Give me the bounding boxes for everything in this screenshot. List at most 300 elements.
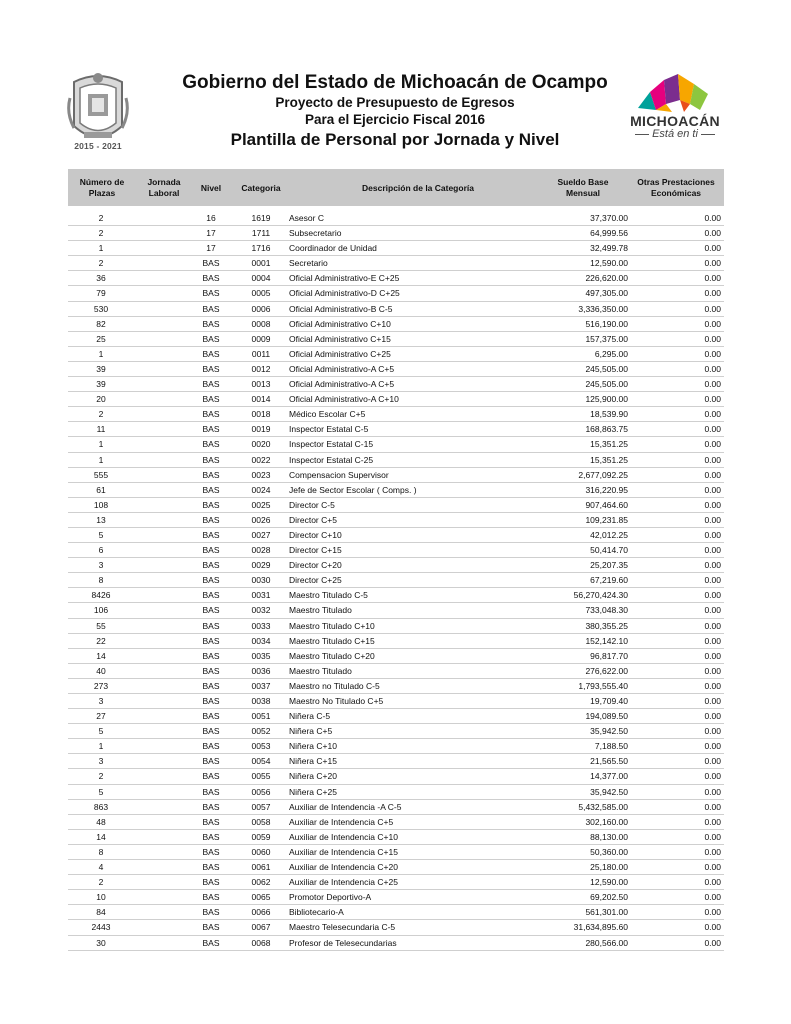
cell-categoria: 0033 — [251, 620, 271, 631]
cell-otras: 0.00 — [704, 711, 721, 722]
cell-sueldo: 194,089.50 — [585, 711, 628, 722]
cell-nivel: BAS — [202, 862, 220, 873]
cell-nivel: BAS — [202, 635, 220, 646]
cell-otras: 0.00 — [704, 877, 721, 888]
col-header-otras: Otras Prestaciones Económicas — [637, 177, 715, 198]
cell-nivel: BAS — [202, 620, 220, 631]
table-row — [68, 649, 724, 664]
cell-categoria: 0004 — [251, 273, 271, 284]
cell-categoria: 0027 — [251, 529, 271, 540]
cell-nivel: BAS — [202, 831, 220, 842]
cell-sueldo: 733,048.30 — [585, 605, 628, 616]
cell-otras: 0.00 — [704, 213, 721, 223]
cell-descripcion: Promotor Deportivo-A — [289, 892, 372, 903]
cell-nivel: BAS — [202, 258, 220, 269]
cell-otras: 0.00 — [704, 680, 721, 691]
cell-nivel: BAS — [202, 937, 220, 948]
cell-descripcion: Oficial Administrativo C+25 — [289, 348, 391, 359]
cell-nivel: BAS — [202, 711, 220, 722]
cell-otras: 0.00 — [704, 665, 721, 676]
cell-sueldo: 907,464.60 — [585, 499, 628, 510]
cell-otras: 0.00 — [704, 862, 721, 873]
cell-descripcion: Director C+5 — [289, 514, 337, 525]
cell-descripcion: Inspector Estatal C-15 — [289, 439, 374, 450]
cell-categoria: 0023 — [251, 469, 271, 480]
col-header-plazas: Número de Plazas — [79, 177, 125, 198]
cell-sueldo: 7,188.50 — [594, 741, 628, 752]
table-row — [68, 317, 724, 332]
cell-descripcion: Oficial Administrativo-A C+5 — [289, 379, 395, 390]
cell-otras: 0.00 — [704, 816, 721, 827]
table-row — [68, 603, 724, 618]
cell-categoria: 0058 — [251, 816, 271, 827]
cell-sueldo: 69,202.50 — [590, 892, 628, 903]
cell-sueldo: 25,180.00 — [590, 862, 628, 873]
table-row — [68, 634, 724, 649]
cell-nivel: BAS — [202, 288, 220, 299]
cell-sueldo: 96,817.70 — [590, 650, 628, 661]
table-row — [68, 256, 724, 271]
cell-nivel: BAS — [202, 907, 220, 918]
table-row — [68, 860, 724, 875]
cell-otras: 0.00 — [704, 484, 721, 495]
cell-nivel: BAS — [202, 273, 220, 284]
cell-descripcion: Maestro No Titulado C+5 — [289, 696, 384, 706]
cell-otras: 0.00 — [704, 318, 721, 329]
cell-nivel: BAS — [202, 303, 220, 314]
cell-descripcion: Oficial Administrativo-A C+5 — [289, 363, 395, 374]
cell-plazas: 6 — [98, 545, 104, 556]
table-row — [68, 347, 724, 362]
table-row — [68, 936, 724, 951]
cell-descripcion: Niñera C+25 — [289, 786, 337, 797]
cell-categoria: 0066 — [251, 907, 271, 918]
cell-descripcion: Oficial Administrativo-D C+25 — [289, 288, 400, 299]
cell-sueldo: 15,351.25 — [590, 454, 628, 465]
cell-plazas: 8426 — [91, 590, 111, 601]
table-row — [68, 920, 724, 935]
table-row — [68, 392, 724, 407]
cell-plazas: 4 — [98, 862, 104, 873]
cell-otras: 0.00 — [704, 545, 721, 556]
cell-otras: 0.00 — [704, 394, 721, 405]
cell-otras: 0.00 — [704, 771, 721, 782]
cell-plazas: 10 — [96, 892, 106, 903]
cell-nivel: BAS — [202, 484, 220, 495]
table-row — [68, 905, 724, 920]
cell-descripcion: Maestro Titulado — [289, 605, 352, 616]
table-header — [68, 169, 724, 206]
cell-otras: 0.00 — [704, 922, 721, 933]
table-row — [68, 890, 724, 905]
table-row — [68, 785, 724, 800]
table-row — [68, 362, 724, 377]
cell-otras: 0.00 — [704, 258, 721, 269]
table-row — [68, 558, 724, 573]
cell-categoria: 0055 — [251, 771, 271, 782]
cell-otras: 0.00 — [704, 303, 721, 314]
col-header-categoria: Categoria — [241, 183, 281, 193]
cell-descripcion: Oficial Administrativo C+15 — [289, 333, 391, 344]
cell-sueldo: 21,565.50 — [590, 756, 628, 767]
cell-categoria: 0056 — [251, 786, 271, 797]
table-body — [68, 211, 724, 951]
cell-nivel: BAS — [202, 892, 220, 903]
cell-descripcion: Niñera C-5 — [289, 711, 331, 722]
table-row — [68, 588, 724, 603]
cell-descripcion: Director C+10 — [289, 529, 342, 540]
cell-sueldo: 64,999.56 — [590, 228, 628, 239]
cell-otras: 0.00 — [704, 454, 721, 465]
cell-otras: 0.00 — [704, 635, 721, 646]
cell-plazas: 11 — [96, 424, 106, 435]
table-row — [68, 211, 724, 226]
cell-categoria: 0012 — [251, 363, 271, 374]
cell-plazas: 5 — [98, 726, 104, 737]
cell-plazas: 2 — [98, 409, 104, 420]
cell-categoria: 0024 — [251, 484, 271, 495]
cell-categoria: 0030 — [251, 575, 271, 586]
cell-otras: 0.00 — [704, 243, 721, 254]
cell-sueldo: 31,634,895.60 — [573, 922, 628, 933]
cell-nivel: BAS — [202, 665, 220, 676]
cell-sueldo: 316,220.95 — [585, 484, 628, 495]
cell-otras: 0.00 — [704, 756, 721, 767]
cell-nivel: BAS — [202, 454, 220, 465]
cell-otras: 0.00 — [704, 907, 721, 918]
cell-nivel: BAS — [202, 680, 220, 691]
cell-sueldo: 497,305.00 — [585, 288, 628, 299]
cell-categoria: 0022 — [251, 454, 271, 465]
cell-nivel: BAS — [202, 439, 220, 450]
cell-sueldo: 152,142.10 — [585, 635, 628, 646]
crest-years: 2015 - 2021 — [74, 141, 122, 151]
cell-categoria: 0053 — [251, 741, 271, 752]
cell-otras: 0.00 — [704, 529, 721, 540]
cell-plazas: 2 — [98, 258, 104, 269]
cell-otras: 0.00 — [704, 469, 721, 480]
document-header — [150, 72, 640, 150]
cell-nivel: BAS — [202, 590, 220, 601]
fiscal-year: Para el Ejercicio Fiscal 2016 — [304, 112, 486, 127]
cell-categoria: 0067 — [251, 922, 271, 933]
cell-otras: 0.00 — [704, 846, 721, 857]
table-row — [68, 483, 724, 498]
cell-nivel: BAS — [202, 605, 220, 616]
cell-plazas: 79 — [96, 288, 106, 299]
cell-descripcion: Niñera C+15 — [289, 756, 337, 767]
cell-nivel: BAS — [202, 348, 220, 359]
table-row — [68, 543, 724, 558]
cell-descripcion: Secretario — [289, 258, 328, 269]
cell-sueldo: 245,505.00 — [585, 379, 628, 390]
cell-nivel: BAS — [202, 786, 220, 797]
cell-nivel: BAS — [202, 514, 220, 525]
cell-descripcion: Maestro Titulado C+10 — [289, 620, 375, 631]
cell-descripcion: Maestro Titulado C+15 — [289, 635, 375, 646]
cell-categoria: 0031 — [251, 590, 271, 601]
cell-otras: 0.00 — [704, 696, 721, 706]
cell-plazas: 27 — [96, 711, 106, 722]
cell-categoria: 0008 — [251, 318, 271, 329]
cell-nivel: BAS — [202, 333, 220, 344]
cell-nivel: BAS — [202, 696, 220, 706]
table-row — [68, 241, 724, 256]
cell-nivel: BAS — [202, 529, 220, 540]
cell-descripcion: Oficial Administrativo-B C-5 — [289, 303, 393, 314]
cell-plazas: 1 — [98, 454, 104, 465]
cell-descripcion: Inspector Estatal C-5 — [289, 424, 369, 435]
cell-nivel: 17 — [206, 228, 216, 239]
cell-nivel: BAS — [202, 363, 220, 374]
logo-wordmark: MICHOACÁN — [630, 113, 720, 129]
cell-otras: 0.00 — [704, 590, 721, 601]
cell-categoria: 0020 — [251, 439, 271, 450]
cell-categoria: 1716 — [251, 243, 271, 254]
cell-nivel: BAS — [202, 771, 220, 782]
cell-sueldo: 50,360.00 — [590, 846, 628, 857]
cell-plazas: 55 — [96, 620, 106, 631]
cell-nivel: BAS — [202, 575, 220, 586]
cell-sueldo: 276,622.00 — [585, 665, 628, 676]
table-row — [68, 769, 724, 784]
cell-plazas: 61 — [96, 484, 106, 495]
cell-sueldo: 37,370.00 — [590, 213, 628, 223]
cell-descripcion: Coordinador de Unidad — [289, 243, 377, 254]
cell-categoria: 0029 — [251, 560, 271, 571]
cell-plazas: 530 — [93, 303, 109, 314]
cell-nivel: BAS — [202, 922, 220, 933]
cell-sueldo: 88,130.00 — [590, 831, 628, 842]
cell-plazas: 5 — [98, 786, 104, 797]
cell-plazas: 2 — [98, 877, 104, 888]
cell-plazas: 40 — [96, 665, 106, 676]
table-row — [68, 754, 724, 769]
cell-descripcion: Director C+20 — [289, 560, 342, 571]
cell-descripcion: Subsecretario — [289, 228, 342, 239]
cell-categoria: 1619 — [251, 213, 271, 223]
col-header-sueldo: Sueldo Base Mensual — [557, 177, 609, 198]
cell-descripcion: Compensacion Supervisor — [289, 469, 389, 480]
cell-plazas: 39 — [96, 363, 106, 374]
cell-categoria: 0068 — [251, 937, 271, 948]
cell-plazas: 13 — [96, 514, 106, 525]
cell-nivel: BAS — [202, 545, 220, 556]
table-row — [68, 422, 724, 437]
cell-otras: 0.00 — [704, 288, 721, 299]
cell-plazas: 5 — [98, 529, 104, 540]
cell-nivel: BAS — [202, 726, 220, 737]
cell-sueldo: 516,190.00 — [585, 318, 628, 329]
table-row — [68, 332, 724, 347]
cell-otras: 0.00 — [704, 273, 721, 284]
cell-categoria: 0035 — [251, 650, 271, 661]
cell-sueldo: 125,900.00 — [585, 394, 628, 405]
cell-descripcion: Director C-5 — [289, 499, 335, 510]
cell-plazas: 2 — [98, 213, 104, 223]
cell-otras: 0.00 — [704, 575, 721, 586]
table-row — [68, 573, 724, 588]
cell-categoria: 0025 — [251, 499, 271, 510]
cell-otras: 0.00 — [704, 937, 721, 948]
cell-otras: 0.00 — [704, 409, 721, 420]
cell-sueldo: 109,231.85 — [585, 514, 628, 525]
cell-plazas: 3 — [98, 756, 104, 767]
cell-plazas: 48 — [96, 816, 106, 827]
cell-sueldo: 32,499.78 — [590, 243, 628, 254]
cell-categoria: 0065 — [251, 892, 271, 903]
table-row — [68, 815, 724, 830]
cell-otras: 0.00 — [704, 499, 721, 510]
cell-plazas: 36 — [96, 273, 106, 284]
cell-sueldo: 3,336,350.00 — [578, 303, 628, 314]
cell-plazas: 3 — [98, 560, 104, 571]
table-row — [68, 739, 724, 754]
cell-categoria: 0005 — [251, 288, 271, 299]
cell-nivel: 17 — [206, 243, 216, 254]
table-row — [68, 619, 724, 634]
cell-descripcion: Maestro no Titulado C-5 — [289, 680, 380, 691]
cell-descripcion: Auxiliar de Intendencia C+25 — [289, 877, 398, 888]
table-row — [68, 830, 724, 845]
cell-sueldo: 380,355.25 — [585, 620, 628, 631]
cell-sueldo: 42,012.25 — [590, 529, 628, 540]
cell-plazas: 8 — [98, 846, 104, 857]
logo-tagline — [622, 128, 728, 140]
cell-sueldo: 2,677,092.25 — [578, 469, 628, 480]
cell-otras: 0.00 — [704, 741, 721, 752]
cell-plazas: 2443 — [91, 922, 111, 933]
cell-sueldo: 157,375.00 — [585, 333, 628, 344]
cell-nivel: BAS — [202, 469, 220, 480]
cell-otras: 0.00 — [704, 650, 721, 661]
cell-plazas: 14 — [96, 831, 106, 842]
cell-sueldo: 35,942.50 — [590, 786, 628, 797]
col-header-jornada: Jornada Laboral — [147, 177, 181, 198]
table-row — [68, 453, 724, 468]
cell-categoria: 0060 — [251, 846, 271, 857]
table-row — [68, 468, 724, 483]
table-row — [68, 528, 724, 543]
cell-categoria: 0052 — [251, 726, 271, 737]
cell-otras: 0.00 — [704, 726, 721, 737]
table-row — [68, 377, 724, 392]
cell-sueldo: 12,590.00 — [590, 258, 628, 269]
cell-sueldo: 226,620.00 — [585, 273, 628, 284]
cell-otras: 0.00 — [704, 560, 721, 571]
cell-sueldo: 280,566.00 — [585, 937, 628, 948]
cell-otras: 0.00 — [704, 363, 721, 374]
cell-sueldo: 15,351.25 — [590, 439, 628, 450]
cell-categoria: 0051 — [251, 711, 271, 722]
cell-categoria: 0011 — [251, 348, 271, 359]
cell-plazas: 863 — [93, 801, 109, 812]
cell-otras: 0.00 — [704, 892, 721, 903]
cell-plazas: 2 — [98, 228, 104, 239]
table-row — [68, 302, 724, 317]
cell-nivel: BAS — [202, 816, 220, 827]
cell-categoria: 0038 — [251, 696, 271, 706]
cell-nivel: BAS — [202, 741, 220, 752]
cell-otras: 0.00 — [704, 620, 721, 631]
cell-descripcion: Bibliotecario-A — [289, 907, 344, 918]
cell-categoria: 0034 — [251, 635, 271, 646]
cell-descripcion: Auxiliar de Intendencia C+10 — [289, 831, 398, 842]
cell-nivel: BAS — [202, 756, 220, 767]
cell-otras: 0.00 — [704, 228, 721, 239]
cell-nivel: BAS — [202, 424, 220, 435]
col-header-nivel: Nivel — [200, 183, 222, 193]
cell-sueldo: 67,219.60 — [590, 575, 628, 586]
cell-categoria: 0014 — [251, 394, 271, 405]
cell-descripcion: Oficial Administrativo-E C+25 — [289, 273, 400, 284]
table-row — [68, 271, 724, 286]
cell-plazas: 8 — [98, 575, 104, 586]
cell-sueldo: 245,505.00 — [585, 363, 628, 374]
cell-categoria: 0018 — [251, 409, 271, 420]
cell-categoria: 0059 — [251, 831, 271, 842]
cell-plazas: 106 — [93, 605, 109, 616]
cell-sueldo: 168,863.75 — [585, 424, 628, 435]
cell-sueldo: 35,942.50 — [590, 726, 628, 737]
table-row — [68, 513, 724, 528]
cell-otras: 0.00 — [704, 786, 721, 797]
cell-categoria: 0062 — [251, 877, 271, 888]
cell-otras: 0.00 — [704, 439, 721, 450]
cell-nivel: BAS — [202, 318, 220, 329]
cell-descripcion: Director C+15 — [289, 545, 342, 556]
cell-nivel: BAS — [202, 499, 220, 510]
table-row — [68, 407, 724, 422]
cell-otras: 0.00 — [704, 514, 721, 525]
table-row — [68, 800, 724, 815]
cell-categoria: 0028 — [251, 545, 271, 556]
cell-plazas: 3 — [98, 696, 104, 706]
cell-sueldo: 19,709.40 — [590, 696, 628, 706]
cell-plazas: 1 — [98, 741, 104, 752]
cell-plazas: 2 — [98, 771, 104, 782]
table-row — [68, 709, 724, 724]
cell-plazas: 1 — [98, 348, 104, 359]
cell-nivel: BAS — [202, 877, 220, 888]
cell-plazas: 22 — [96, 635, 106, 646]
cell-nivel: BAS — [202, 650, 220, 661]
cell-descripcion: Maestro Titulado C+20 — [289, 650, 375, 661]
cell-plazas: 1 — [98, 439, 104, 450]
cell-categoria: 0036 — [251, 665, 271, 676]
cell-sueldo: 56,270,424.30 — [573, 590, 628, 601]
cell-plazas: 82 — [96, 318, 106, 329]
cell-descripcion: Niñera C+5 — [289, 726, 333, 737]
cell-categoria: 0001 — [251, 258, 271, 269]
cell-otras: 0.00 — [704, 424, 721, 435]
table-row — [68, 724, 724, 739]
table-row — [68, 679, 724, 694]
cell-otras: 0.00 — [704, 605, 721, 616]
cell-categoria: 0037 — [251, 680, 271, 691]
cell-sueldo: 14,377.00 — [590, 771, 628, 782]
cell-sueldo: 12,590.00 — [590, 877, 628, 888]
cell-descripcion: Jefe de Sector Escolar ( Comps. ) — [289, 484, 417, 495]
table-row — [68, 694, 724, 709]
cell-plazas: 14 — [96, 650, 106, 661]
cell-otras: 0.00 — [704, 831, 721, 842]
document-title: Gobierno del Estado de Michoacán de Ocampo — [182, 72, 608, 93]
table-row — [68, 498, 724, 513]
cell-nivel: BAS — [202, 801, 220, 812]
table-row — [68, 845, 724, 860]
cell-categoria: 0019 — [251, 424, 271, 435]
